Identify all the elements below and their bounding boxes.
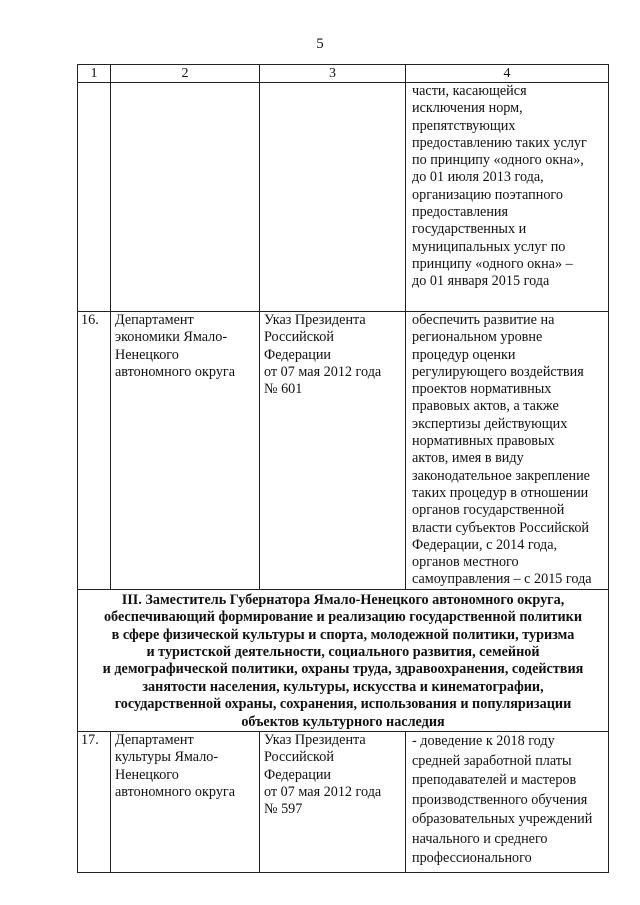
section-heading-line: обеспечивающий формирование и реализацию государственной политики xyxy=(103,609,583,626)
section-heading-line: государственной охраны, сохранения, использования и популяризации xyxy=(114,696,572,713)
table-header-row xyxy=(78,65,609,83)
task-line: образовательных учреждений xyxy=(412,811,593,827)
task-line: профессионального xyxy=(412,850,532,866)
department-line: экономики Ямало- xyxy=(115,329,228,346)
cell-task xyxy=(406,732,609,873)
section-heading-row xyxy=(78,589,609,731)
cell-task xyxy=(406,312,609,590)
section-heading-line: объектов культурного наследия xyxy=(241,713,445,730)
cell-basis xyxy=(260,83,406,312)
cell-department xyxy=(111,312,260,590)
task-line: обеспечить развитие на xyxy=(412,312,555,328)
task-line: начального и среднего xyxy=(412,830,548,847)
row-number: 17. xyxy=(78,732,111,873)
task-line: препятствующих xyxy=(412,117,516,134)
task-line: процедур оценки xyxy=(412,346,516,363)
cell-department xyxy=(111,83,260,312)
page-number: 5 xyxy=(316,36,324,52)
task-line: Федерации, с 2014 года, xyxy=(412,536,558,553)
task-line: производственного обучения xyxy=(412,791,588,808)
task-line: части, касающейся xyxy=(412,83,527,99)
basis-line: Российской xyxy=(264,749,334,766)
cell-basis xyxy=(260,312,406,590)
task-line: до 01 января 2015 года xyxy=(412,273,550,290)
table-row-continuation xyxy=(78,83,609,312)
table-row-17 xyxy=(78,732,609,873)
task-line: по принципу «одного окна», xyxy=(412,152,584,169)
cell-num xyxy=(78,83,111,312)
task-line: до 01 июля 2013 года, xyxy=(412,169,544,186)
department-line: Департамент xyxy=(115,312,194,328)
column-header-3: 3 xyxy=(260,65,406,83)
column-header-1: 1 xyxy=(78,65,111,83)
department-line: автономного округа xyxy=(115,363,236,380)
cell-department xyxy=(111,732,260,873)
task-line: муниципальных услуг по xyxy=(412,238,566,255)
department-line: автономного округа xyxy=(115,783,236,800)
basis-line: № 597 xyxy=(264,801,303,818)
basis-line: от 07 мая 2012 года xyxy=(264,783,382,800)
task-line: организацию поэтапного xyxy=(412,186,563,203)
task-line: правовых актов, а также xyxy=(412,398,559,415)
column-header-2: 2 xyxy=(111,65,260,83)
task-line: государственных и xyxy=(412,221,527,238)
basis-line: Российской xyxy=(264,329,334,346)
task-line: средней заработной платы xyxy=(412,752,572,769)
department-line: Департамент xyxy=(115,732,194,748)
task-line: органов местного xyxy=(412,554,519,571)
task-line: органов государственной xyxy=(412,502,565,519)
department-line: Ненецкого xyxy=(115,346,179,363)
task-line: - доведение к 2018 году xyxy=(412,733,555,749)
cell-basis xyxy=(260,732,406,873)
basis-line: Федерации xyxy=(264,766,332,783)
task-line: самоуправления – с 2015 года xyxy=(412,571,592,588)
basis-line: № 601 xyxy=(264,381,303,398)
task-line: преподавателей и мастеров xyxy=(412,772,577,788)
task-line: нормативных правовых xyxy=(412,433,555,450)
task-line: предоставлению таких услуг xyxy=(412,134,587,151)
department-line: культуры Ямало- xyxy=(115,749,219,766)
task-line: региональном уровне xyxy=(412,329,543,346)
task-line: власти субъектов Российской xyxy=(412,519,590,536)
section-heading-line: III. Заместитель Губернатора Ямало-Ненецкого автономного округа, xyxy=(121,591,565,608)
task-line: предоставления xyxy=(412,204,509,221)
task-line: законодательное закрепление xyxy=(412,467,590,484)
task-line: исключения норм, xyxy=(412,100,523,117)
basis-line: Указ Президента xyxy=(264,312,366,328)
task-line: таких процедур в отношении xyxy=(412,484,589,501)
task-line: проектов нормативных xyxy=(412,381,552,398)
row-number: 16. xyxy=(78,312,111,590)
section-heading xyxy=(78,589,609,731)
department-line: Ненецкого xyxy=(115,766,179,783)
basis-line: Указ Президента xyxy=(264,732,366,748)
document-table xyxy=(77,64,609,873)
column-header-4: 4 xyxy=(406,65,609,83)
table-row-16 xyxy=(78,312,609,590)
basis-line: от 07 мая 2012 года xyxy=(264,363,382,380)
task-line: актов, имея в виду xyxy=(412,450,524,467)
cell-task xyxy=(406,83,609,312)
basis-line: Федерации xyxy=(264,346,332,363)
section-heading-line: и демографической политики, охраны труда, здравоохранения, содействия xyxy=(102,661,584,678)
section-heading-line: в сфере физической культуры и спорта, молодежной политики, туризма xyxy=(111,626,575,643)
task-line: регулирующего воздействия xyxy=(412,363,584,380)
task-line: принципу «одного окна» – xyxy=(412,255,573,272)
section-heading-line: и туристской деятельности, социального развития, семейной xyxy=(146,643,540,660)
task-line: экспертизы действующих xyxy=(412,415,568,432)
section-heading-line: занятости населения, культуры, искусства и кинематографии, xyxy=(142,678,544,695)
